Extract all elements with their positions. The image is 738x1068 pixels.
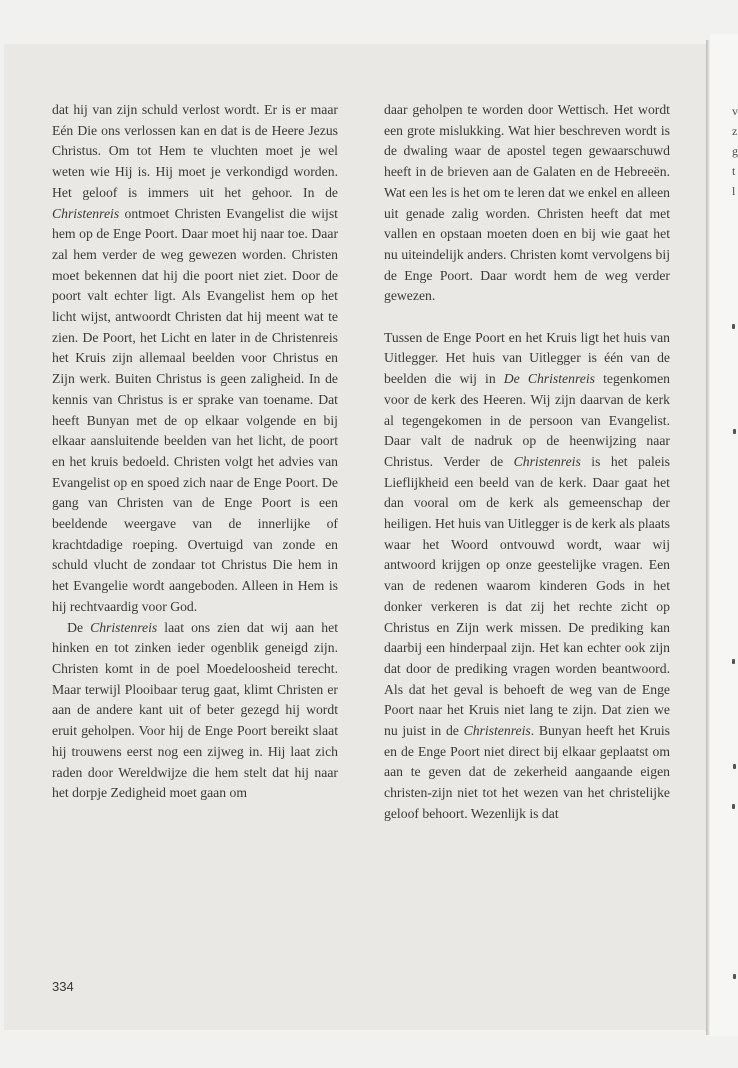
book-title-italic: De Christenreis bbox=[503, 371, 596, 387]
paragraph: Tussen de Enge Poort en het Kruis ligt het huis van Uitlegger. Het huis van Uitlegger is één van de beelden die wij in De Christenreis tegenkomen voor de kerk des Heeren. Wij zijn daarvan de kerk al tegengekomen in de persoon van Evangelist. Daar valt de nadruk op de heenwijzing naar Christus. Verder de Christenreis is het paleis Lieflijkheid een beeld van de kerk. Daar gaat het dan vooral om de kerk als gemeenschap der heiligen. Het huis van Uitlegger is de kerk als plaats waar het Woord ontvouwd wordt, waar wij antwoord krijgen op onze geestelijke vragen. Een van de redenen waarom kinderen Gods in het donker verkeren is dat zij het rechte zicht op Christus en Zijn werk missen. De prediking kan daarbij een hinderpaal zijn. Het kan echter ook zijn dat door de prediking vragen worden beantwoord. Als dat het geval is behoeft de weg van de Enge Poort naar het Kruis niet lang te zijn. Dat zien we nu juist in de Christenreis. Bunyan heeft het Kruis en de Enge Poort niet direct bij elkaar geplaatst om aan te geven dat de zekerheid aangaande eigen christen-zijn niet tot het wezen van het christelijke geloof behoort. Wezenlijk is dat bbox=[384, 329, 670, 821]
next-page-letter: g bbox=[732, 144, 738, 158]
book-title-italic: Christenreis bbox=[513, 453, 581, 469]
book-title-italic: Christenreis bbox=[52, 205, 120, 221]
ink-mark bbox=[733, 764, 736, 769]
left-text-column bbox=[52, 100, 338, 804]
next-page-letter: l bbox=[732, 184, 736, 198]
next-page-letter: v bbox=[732, 104, 738, 118]
next-page-letter: z bbox=[732, 124, 738, 138]
next-page-letter: t bbox=[732, 164, 736, 178]
next-page-edge bbox=[710, 34, 738, 1036]
book-title-italic: Christenreis bbox=[463, 723, 531, 739]
paragraph: De Christenreis laat ons zien dat wij aan het hinken en tot zinken ieder ogenblik geneigd zijn. Christen komt in de poel Moedeloosheid terecht. Maar terwijl Plooibaar terug gaat, klimt Christen er aan de andere kant uit of beter gezegd hij wordt eruit geholpen. Voor hij de Enge Poort bereikt slaat hij trouwens eerst nog een zijweg in. Hij laat zich raden door Wereldwijze die hem stelt dat hij naar het dorpje Zedigheid moet gaan om bbox=[52, 619, 338, 801]
book-title-italic: Christenreis bbox=[90, 619, 158, 635]
paragraph: dat hij van zijn schuld verlost wordt. Er is er maar Eén Die ons verlossen kan en dat is de Heere Jezus Christus. Om tot Hem te vluchten moet je wel weten wie Hij is. Hij moet je verkondigd worden. Het geloof is immers uit het gehoor. In de Christenreis ontmoet Christen Evangelist die wijst hem op de Enge Poort. Daar moet hij naar toe. Daar zal hem verder de weg gewezen worden. Christen moet bekennen dat hij die poort niet ziet. Door de poort valt echter ligt. Als Evangelist hem op het licht wijst, antwoordt Christen dat hij meent wat te zien. De Poort, het Licht en later in de Christenreis het Kruis zijn allemaal beelden voor Christus en Zijn werk. Buiten Christus is geen zaligheid. In de kennis van Christus is er sprake van toename. Dat heeft Bunyan met de op elkaar volgende en bij elkaar aansluitende beelden van het licht, de poort en het kruis bedoeld. Christen volgt het advies van Evangelist op en spoed zich naar de Enge Poort. De gang van Christen van de Enge Poort is een beeldende weergave van de innerlijke of krachtdadige roeping. Overtuigd van zonde en schuld vlucht de zondaar tot Christus Die hem in het Evangelie wordt aangeboden. Alleen in Hem is hij rechtvaardig voor God. bbox=[52, 102, 338, 614]
ink-mark bbox=[733, 974, 736, 979]
ink-mark bbox=[732, 324, 735, 329]
ink-mark bbox=[733, 429, 736, 434]
page-number: 334 bbox=[52, 979, 74, 994]
book-page bbox=[4, 44, 708, 1030]
paragraph: daar geholpen te worden door Wettisch. Het wordt een grote mislukking. Wat hier beschreven wordt is de dwaling waar de apostel tegen gewaarschuwd heeft in de brieven aan de Galaten en de Hebreeën. Wat een les is het om te leren dat we enkel en alleen uit genade zalig worden. Christen heeft dat met vallen en opstaan moeten doen en bij wie gaat het nu uiteindelijk anders. Christen komt vervolgens bij de Enge Poort. Daar wordt hem de weg verder gewezen. bbox=[384, 102, 670, 304]
ink-mark bbox=[732, 804, 735, 809]
ink-mark bbox=[732, 659, 735, 664]
right-text-column bbox=[384, 100, 670, 825]
